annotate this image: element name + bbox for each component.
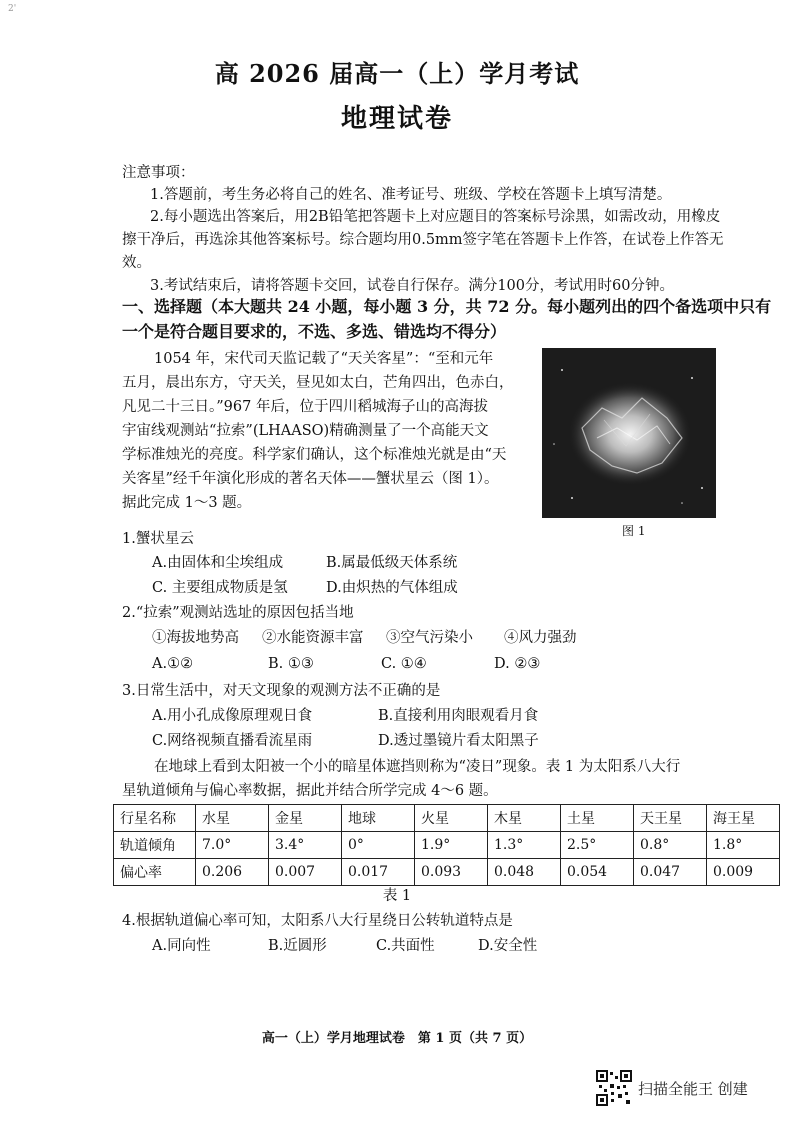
- table-cell: 7.0°: [196, 832, 269, 859]
- passage-1-line: 宇宙线观测站“拉索”(LHAASO)精确测量了一个高能天文: [122, 423, 489, 439]
- table-cell: 土星: [561, 805, 634, 832]
- table-cell: 0.007: [269, 859, 342, 886]
- table-cell: 0.8°: [634, 832, 707, 859]
- question-4-option-b: B.近圆形: [268, 938, 327, 954]
- passage-1-line: 五月，晨出东方，守天关，昼见如太白，芒角四出，色赤白，: [122, 375, 514, 391]
- note-item-2-line-3: 效。: [122, 255, 151, 271]
- question-4-option-a: A.同向性: [152, 938, 211, 954]
- table-cell: 天王星: [634, 805, 707, 832]
- table-cell: 金星: [269, 805, 342, 832]
- section-1-heading-line-1: 一、选择题（本大题共 24 小题，每小题 3 分，共 72 分。每小题列出的四个备选项中只有: [122, 297, 772, 316]
- planet-orbit-table: [113, 804, 780, 886]
- passage-2-line-1: 在地球上看到太阳被一个小的暗星体遮挡则称为“凌日”现象。表 1 为太阳系八大行: [154, 759, 681, 775]
- section-1-heading-line-2: 一个是符合题目要求的，不选、多选、错选均不得分）: [122, 322, 507, 341]
- question-4-option-c: C.共面性: [376, 938, 435, 954]
- qr-code-icon: [596, 1070, 632, 1106]
- page-footer: 高一（上）学月地理试卷 第 1 页（共 7 页）: [261, 1031, 533, 1046]
- table-cell: 0.206: [196, 859, 269, 886]
- note-item-1: 1.答题前，考生务必将自己的姓名、准考证号、班级、学校在答题卡上填写清楚。: [150, 187, 672, 203]
- table-cell: 地球: [342, 805, 415, 832]
- table-cell: 0.054: [561, 859, 634, 886]
- subject-title: 地理试卷: [340, 104, 453, 134]
- question-1-option-b: B.属最低级天体系统: [326, 555, 458, 571]
- question-2-option-c: C. ①④: [381, 656, 427, 672]
- table-cell: 木星: [488, 805, 561, 832]
- note-item-2-line-1: 2.每小题选出答案后，用2B铅笔把答题卡上对应题目的答案标号涂黑，如需改动，用橡皮: [150, 209, 721, 225]
- notes-heading: 注意事项：: [122, 165, 195, 181]
- table-cell: 3.4°: [269, 832, 342, 859]
- corner-mark: 2': [8, 4, 17, 14]
- question-2-statement-2: ②水能资源丰富: [262, 630, 364, 646]
- table-cell: 火星: [415, 805, 488, 832]
- question-1-option-c: C. 主要组成物质是氢: [152, 580, 288, 596]
- table-cell: 1.3°: [488, 832, 561, 859]
- table-cell: 轨道倾角: [114, 832, 196, 859]
- table-1-caption: 表 1: [382, 888, 412, 904]
- question-2-statement-1: ①海拔地势高: [152, 630, 239, 646]
- exam-title: 高 2026 届高一（上）学月考试: [214, 59, 580, 88]
- question-3-option-c: C.网络视频直播看流星雨: [152, 733, 313, 749]
- question-1-option-d: D.由炽热的气体组成: [326, 580, 458, 596]
- question-1-option-a: A.由固体和尘埃组成: [152, 555, 284, 571]
- passage-1-line: 1054 年，宋代司天监记载了“天关客星”：“至和元年: [154, 351, 494, 367]
- crab-nebula-image: [542, 348, 716, 518]
- note-item-2-line-2: 擦干净后，再选涂其他答案标号。综合题均用0.5mm签字笔在答题卡上作答，在试卷上作答无: [122, 232, 724, 248]
- question-2-statement-4: ④风力强劲: [504, 630, 577, 646]
- question-2-stem: 2.“拉索”观测站选址的原因包括当地: [122, 605, 354, 621]
- question-4-stem: 4.根据轨道偏心率可知，太阳系八大行星绕日公转轨道特点是: [122, 913, 513, 929]
- table-cell: 偏心率: [114, 859, 196, 886]
- table-cell: 0.009: [707, 859, 780, 886]
- passage-1-line: 关客星”经千年演化形成的著名天体——蟹状星云（图 1）。: [122, 471, 499, 487]
- table-row: [114, 859, 780, 886]
- question-4-option-d: D.安全性: [478, 938, 538, 954]
- table-row: [114, 832, 780, 859]
- question-2-option-d: D. ②③: [494, 656, 541, 672]
- question-3-stem: 3.日常生活中，对天文现象的观测方法不正确的是: [122, 683, 441, 699]
- table-cell: 1.8°: [707, 832, 780, 859]
- passage-1-line: 学标准烛光的亮度。科学家们确认，这个标准烛光就是由“天: [122, 447, 507, 463]
- note-item-3: 3.考试结束后，请将答题卡交回，试卷自行保存。满分100分，考试用时60分钟。: [150, 278, 674, 294]
- question-2-statement-3: ③空气污染小: [386, 630, 473, 646]
- table-cell: 水星: [196, 805, 269, 832]
- question-2-option-b: B. ①③: [268, 656, 314, 672]
- table-cell: 0.017: [342, 859, 415, 886]
- passage-2-line-2: 星轨道倾角与偏心率数据，据此并结合所学完成 4～6 题。: [122, 783, 498, 799]
- table-cell: 0.047: [634, 859, 707, 886]
- scanner-watermark: 扫描全能王 创建: [638, 1080, 748, 1098]
- table-cell: 0.048: [488, 859, 561, 886]
- table-cell: 2.5°: [561, 832, 634, 859]
- table-cell: 行星名称: [114, 805, 196, 832]
- passage-1-line: 凡见二十三日。”967 年后，位于四川稻城海子山的高海拔: [122, 399, 488, 415]
- table-cell: 1.9°: [415, 832, 488, 859]
- question-2-option-a: A.①②: [152, 656, 194, 672]
- table-cell: 0°: [342, 832, 415, 859]
- table-cell: 0.093: [415, 859, 488, 886]
- passage-1-line: 据此完成 1～3 题。: [122, 495, 252, 511]
- figure-1-caption: 图 1: [622, 524, 646, 538]
- question-3-option-d: D.透过墨镜片看太阳黑子: [378, 733, 539, 749]
- table-header-row: [114, 805, 780, 832]
- question-3-option-b: B.直接利用肉眼观看月食: [378, 708, 539, 724]
- question-1-stem: 1.蟹状星云: [122, 531, 194, 547]
- table-cell: 海王星: [707, 805, 780, 832]
- question-3-option-a: A.用小孔成像原理观日食: [152, 708, 313, 724]
